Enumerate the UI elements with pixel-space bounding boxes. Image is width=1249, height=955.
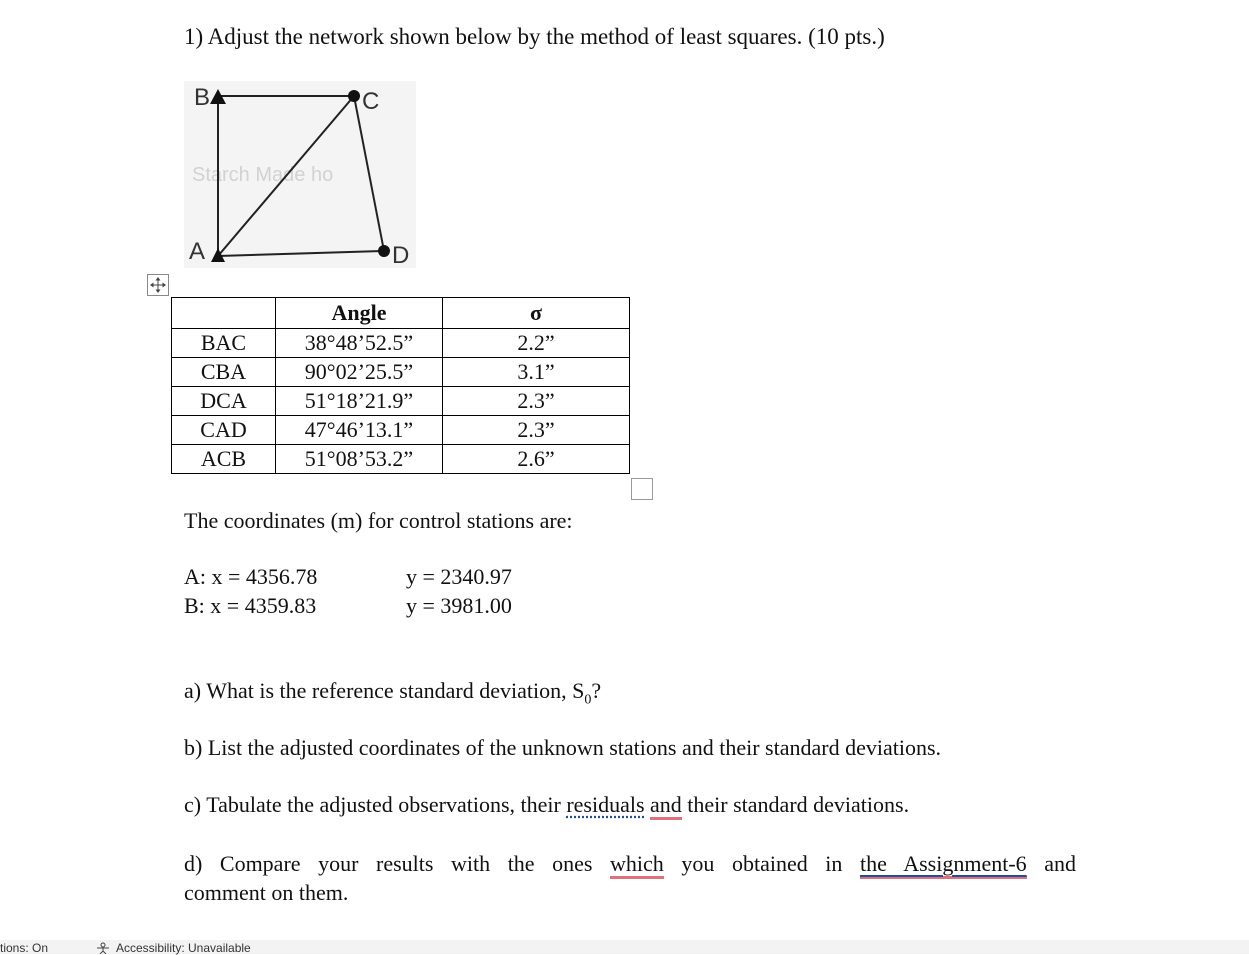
part-c-text-3: their standard deviations.: [681, 792, 910, 817]
part-d-which[interactable]: which: [610, 851, 664, 879]
cell-angle: 47°46’13.1”: [276, 416, 443, 445]
part-d-line-1: [184, 849, 1076, 878]
cell-sigma: 2.3”: [443, 387, 630, 416]
station-b-x: B: x = 4359.83: [184, 593, 317, 618]
network-figure: [184, 81, 416, 268]
cell-sigma: 2.3”: [443, 416, 630, 445]
cell-name: DCA: [172, 387, 276, 416]
status-bar: [0, 940, 1249, 954]
cell-angle: 38°48’52.5”: [276, 329, 443, 358]
table-resize-handle[interactable]: [631, 478, 653, 500]
accessibility-icon: [96, 942, 110, 954]
cell-name: CAD: [172, 416, 276, 445]
label-a: A: [189, 238, 206, 265]
figure-background-text: Starch Made ho: [192, 164, 334, 186]
table-row: [172, 445, 630, 474]
table-header-row: [172, 298, 630, 329]
part-d-text-1: d) Compare your results with the ones: [184, 851, 611, 876]
accessibility-status[interactable]: [96, 941, 251, 955]
part-a-end: ?: [591, 678, 602, 703]
status-left-text: tions: On: [0, 941, 49, 955]
part-d-text-3: and: [1026, 851, 1076, 876]
part-b: b) List the adjusted coordinates of the unknown stations and their standard deviations.: [184, 735, 942, 760]
part-c-and[interactable]: and: [650, 792, 682, 820]
network-diagram: [184, 81, 416, 268]
table-move-handle[interactable]: [147, 274, 169, 296]
station-b-y: y = 3981.00: [406, 593, 512, 618]
header-name: [172, 298, 276, 329]
cell-name: ACB: [172, 445, 276, 474]
label-d: D: [392, 242, 410, 268]
edge-ad: [218, 251, 384, 256]
station-a-y: y = 2340.97: [406, 564, 512, 589]
table-row: [172, 387, 630, 416]
label-b: B: [194, 84, 211, 111]
part-d-line-2: comment on them.: [184, 880, 349, 905]
part-d-assignment[interactable]: the Assignment-6: [860, 851, 1027, 879]
cell-angle: 51°08’53.2”: [276, 445, 443, 474]
label-c: C: [362, 88, 380, 115]
station-d-dot-icon: [378, 245, 390, 257]
move-arrows-icon: [150, 277, 166, 293]
cell-sigma: 2.6”: [443, 445, 630, 474]
part-a: [184, 678, 601, 708]
table-row: [172, 358, 630, 387]
table-row: [172, 416, 630, 445]
cell-angle: 90°02’25.5”: [276, 358, 443, 387]
coordinates-intro: The coordinates (m) for control stations are:: [184, 508, 573, 533]
cell-sigma: 2.2”: [443, 329, 630, 358]
part-c-residuals[interactable]: residuals: [566, 792, 645, 817]
station-c-dot-icon: [348, 90, 360, 102]
cell-sigma: 3.1”: [443, 358, 630, 387]
accessibility-label: Accessibility: Unavailable: [116, 941, 251, 955]
cell-angle: 51°18’21.9”: [276, 387, 443, 416]
cell-name: BAC: [172, 329, 276, 358]
question-title: 1) Adjust the network shown below by the method of least squares. (10 pts.): [184, 24, 885, 49]
part-a-subscript: 0: [584, 692, 592, 708]
part-c-text-1: c) Tabulate the adjusted observations, their: [184, 792, 567, 817]
header-angle: Angle: [276, 298, 443, 329]
part-d-text-2: you obtained in: [663, 851, 860, 876]
angle-observation-table: [171, 297, 630, 474]
station-a-x: A: x = 4356.78: [184, 564, 318, 589]
cell-name: CBA: [172, 358, 276, 387]
edge-cd: [354, 96, 384, 251]
part-a-text: a) What is the reference standard deviation, S: [184, 678, 585, 703]
table-row: [172, 329, 630, 358]
part-d: [184, 849, 1076, 907]
header-sigma: σ: [443, 298, 630, 329]
part-c: [184, 792, 909, 818]
